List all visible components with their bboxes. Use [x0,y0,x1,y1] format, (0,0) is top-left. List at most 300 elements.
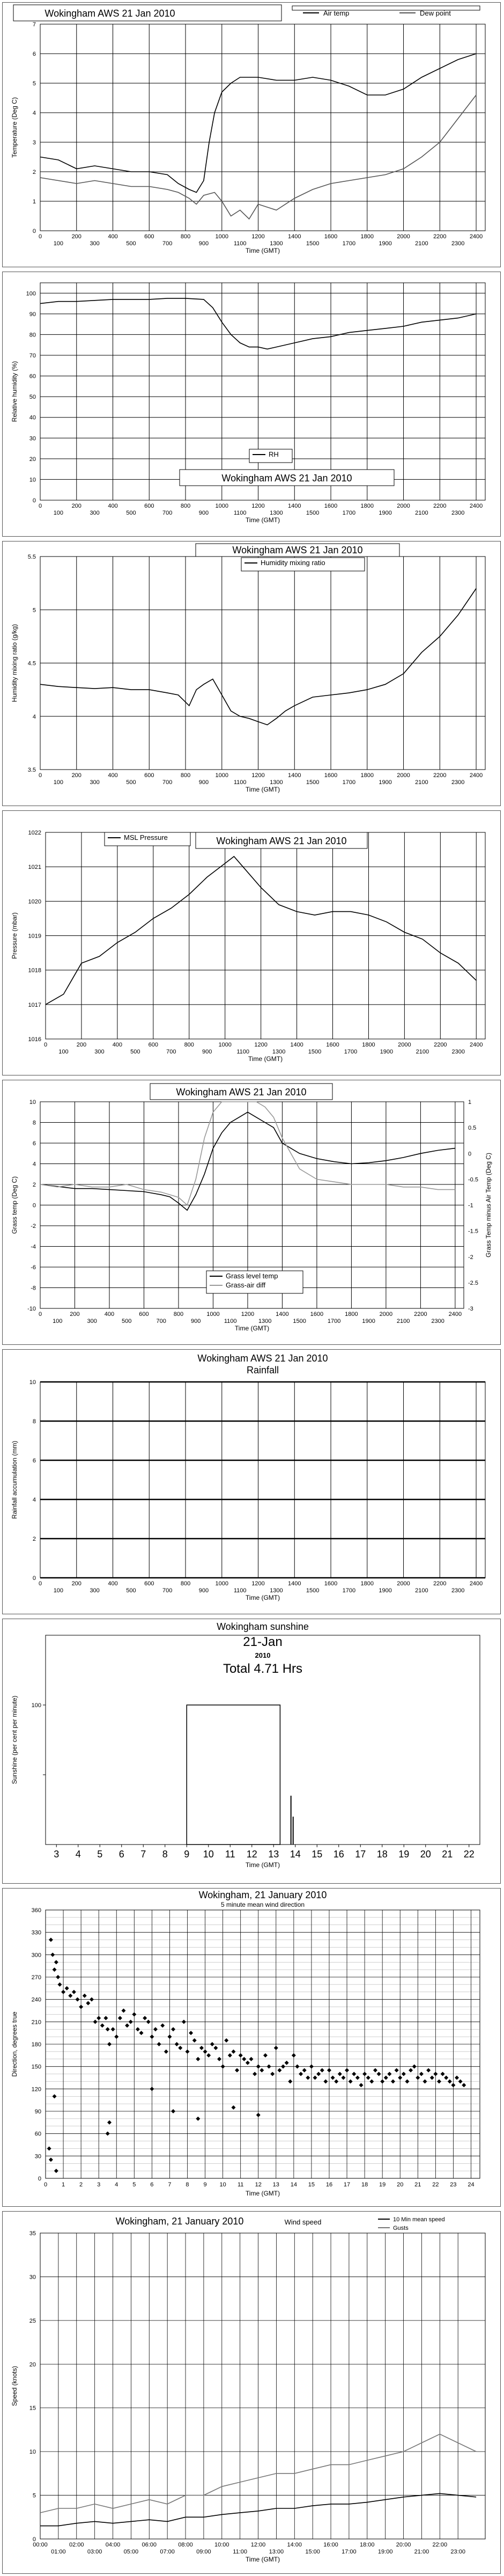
x-tick-label: 1700 [327,1318,341,1324]
x-tick-label: 19 [379,2182,386,2188]
x-tick-label: 15:00 [305,2549,320,2555]
x-tick-label: 23 [450,2182,457,2188]
x-tick-label: 1200 [251,1580,265,1587]
x-tick-label: 20:00 [396,2542,411,2548]
y2-tick-label: 0.5 [468,1125,477,1132]
x-tick-label: 1200 [254,1042,268,1048]
x-tick-label: 1700 [342,779,356,786]
y-tick-label: -6 [31,1264,36,1271]
pressure-chart-panel [2,810,501,1075]
x-tick-label: 500 [126,779,136,786]
wind-direction-chart-panel [2,1888,501,2207]
sunshine-bar [187,1705,280,1845]
x-tick-label: 08:00 [178,2542,193,2548]
chart-title: Wokingham, 21 January 2010 [115,2216,244,2227]
x-tick-label: 1600 [324,233,338,240]
y-tick-label: 0 [38,2176,41,2182]
x-tick-label: 11 [225,1849,235,1860]
y-tick-label: 25 [29,2317,36,2324]
x-tick-label: 2200 [414,1311,427,1318]
x-tick-label: 1900 [362,1318,375,1324]
humidity-chart-panel [2,272,501,537]
x-tick-label: 1600 [326,1042,339,1048]
y-axis-label: Pressure (mbar) [11,912,18,959]
x-tick-label: 900 [198,240,209,247]
x-tick-label: 500 [126,510,136,516]
x-tick-label: 17:00 [342,2549,357,2555]
x-tick-label: 1700 [344,1049,358,1055]
x-tick-label: 19 [398,1849,410,1860]
x-tick-label: 16:00 [323,2542,338,2548]
y-tick-label: 7 [32,21,36,28]
y-axis-label: Relative humidity (%) [11,361,18,422]
x-tick-label: 2000 [397,772,410,779]
x-tick-label: 2200 [433,503,447,509]
x-tick-label: 0 [38,1311,42,1318]
y-tick-label: 360 [31,1907,41,1914]
x-tick-label: 7 [168,2182,172,2188]
x-tick-label: 1300 [258,1318,272,1324]
x-tick-label: 1400 [288,233,301,240]
x-tick-label: 04:00 [105,2542,121,2548]
y-tick-label: 5.5 [27,554,36,560]
y-tick-label: 3.5 [27,767,36,773]
x-tick-label: 900 [202,1049,212,1055]
x-tick-label: 700 [162,1587,173,1594]
x-axis-label: Time (GMT) [245,1594,280,1601]
y-tick-label: 6 [32,1140,36,1147]
y2-tick-label: -2 [468,1254,473,1261]
x-axis-label: Time (GMT) [245,1861,280,1869]
x-tick-label: 2200 [433,1580,447,1587]
x-tick-label: 20 [420,1849,431,1860]
x-tick-label: 1000 [215,772,229,779]
y-tick-label: 4 [32,1497,36,1503]
x-tick-label: 18 [361,2182,368,2188]
y-axis-label: Direction, degrees true [11,2011,18,2077]
y-tick-label: 30 [29,2274,36,2281]
x-tick-label: 8 [162,1849,168,1860]
chart-title: Wokingham AWS 21 Jan 2010 [197,1353,328,1364]
x-tick-label: 10:00 [214,2542,229,2548]
y2-tick-label: -2.5 [468,1279,478,1286]
y2-tick-label: 0 [468,1151,472,1158]
y-tick-label: 6 [32,51,36,57]
x-tick-label: 2300 [451,1049,465,1055]
y-tick-label: 0 [32,1202,36,1209]
x-tick-label: 1700 [342,1587,356,1594]
x-tick-label: 2100 [415,240,428,247]
x-tick-label: 1200 [241,1311,255,1318]
x-tick-label: 800 [173,1311,184,1318]
y-tick-label: 2 [32,1182,36,1188]
x-tick-label: 1000 [215,503,229,509]
y2-tick-label: 1 [468,1099,472,1106]
x-tick-label: 1600 [324,772,338,779]
x-tick-label: 800 [180,503,191,509]
chart-title: Wokingham AWS 21 Jan 2010 [45,8,175,19]
x-tick-label: 900 [191,1318,201,1324]
y-tick-label: 4 [32,1161,36,1168]
x-tick-label: 2300 [451,240,465,247]
x-tick-label: 3 [54,1849,60,1860]
x-tick-label: 24 [468,2182,475,2188]
legend-box [292,6,480,10]
y-tick-label: 120 [31,2086,41,2093]
x-tick-label: 800 [180,233,191,240]
y-tick-label: -10 [27,1306,36,1312]
y-tick-label: 300 [31,1952,41,1959]
y-tick-label: 1018 [28,967,41,974]
sunshine-chart [3,1619,500,1883]
x-tick-label: 1500 [293,1318,306,1324]
chart-title: Wokingham, 21 January 2010 [198,1890,327,1900]
x-tick-label: 100 [58,1049,69,1055]
mixing-ratio-chart [3,541,500,806]
y-tick-label: 0 [32,497,36,504]
x-tick-label: 400 [108,233,118,240]
y-tick-label: 90 [34,2109,41,2115]
x-tick-label: 19:00 [377,2549,393,2555]
legend-label: Dew point [420,9,451,17]
chart-title: Wokingham AWS 21 Jan 2010 [232,545,363,555]
rainfall-chart-panel [2,1349,501,1614]
y-tick-label: 30 [29,435,36,442]
x-tick-label: 2300 [451,779,465,786]
x-tick-label: 1000 [218,1042,232,1048]
grass-temp-chart-panel [2,1080,501,1345]
x-tick-label: 1400 [290,1042,303,1048]
y-tick-label: 1022 [28,830,41,836]
x-tick-label: 23:00 [450,2549,465,2555]
x-tick-label: 1100 [233,510,247,516]
y-axis-label: Humidity mixing ratio (g/kg) [11,624,18,702]
y-tick-label: 1017 [28,1001,41,1008]
x-tick-label: 12 [246,1849,257,1860]
x-tick-label: 1700 [342,240,356,247]
y-tick-label: 1 [32,199,36,205]
x-tick-label: 400 [108,772,118,779]
x-tick-label: 800 [184,1042,194,1048]
x-tick-label: 12 [255,2182,262,2188]
x-tick-label: 200 [71,503,81,509]
x-tick-label: 05:00 [123,2549,139,2555]
x-tick-label: 09:00 [196,2549,211,2555]
x-tick-label: 900 [198,1587,209,1594]
chart-title: Wokingham sunshine [217,1621,309,1632]
x-tick-label: 02:00 [69,2542,84,2548]
y-tick-label: 4 [32,110,36,116]
x-tick-label: 0 [38,233,42,240]
x-tick-label: 1200 [251,233,265,240]
y-tick-label: 80 [29,332,36,339]
x-tick-label: 0 [43,1042,48,1048]
x-tick-label: 800 [180,1580,191,1587]
y-tick-label: 180 [31,2041,41,2048]
y-tick-label: 5 [32,80,36,87]
x-tick-label: 2400 [470,1042,483,1048]
x-tick-label: 22 [432,2182,439,2188]
x-tick-label: 500 [126,240,136,247]
x-tick-label: 2000 [397,1580,410,1587]
x-axis-label: Time (GMT) [245,247,280,254]
x-axis-label: Time (GMT) [245,2190,280,2197]
y-tick-label: 100 [26,290,36,297]
wind-speed-chart [3,2212,500,2573]
x-tick-label: 1000 [215,233,229,240]
x-tick-label: 100 [53,1587,64,1594]
x-tick-label: 2400 [448,1311,462,1318]
x-axis-label: Time (GMT) [234,1324,270,1332]
y-tick-label: 1020 [28,898,41,905]
x-tick-label: 21:00 [414,2549,429,2555]
x-tick-label: 2400 [469,772,483,779]
x-tick-label: 1900 [379,240,392,247]
y-tick-label: 330 [31,1929,41,1936]
x-tick-label: 7 [140,1849,146,1860]
x-tick-label: 1500 [308,1049,322,1055]
x-tick-label: 17 [355,1849,366,1860]
x-tick-label: 1600 [324,1580,338,1587]
x-tick-label: 14 [290,2182,297,2188]
x-tick-label: 1100 [233,240,247,247]
y-axis-label: Speed (knots) [11,2366,18,2406]
y-tick-label: 60 [29,373,36,380]
x-tick-label: 2300 [431,1318,444,1324]
legend-label: Grass level temp [226,1272,278,1280]
x-tick-label: 300 [90,779,100,786]
plot-area [40,1382,485,1578]
x-tick-label: 500 [130,1049,140,1055]
chart-subtitle: Rainfall [246,1365,279,1375]
x-tick-label: 0 [38,503,42,509]
x-tick-label: 1900 [379,779,392,786]
x-tick-label: 22 [463,1849,475,1860]
y-tick-label: 0 [32,2536,36,2543]
y-tick-label: 15 [29,2405,36,2412]
x-tick-label: 3 [97,2182,101,2188]
temperature-chart-panel [2,2,501,267]
legend-label: Humidity mixing ratio [261,559,325,567]
x-tick-label: 10 [203,1849,214,1860]
x-tick-label: 400 [104,1311,115,1318]
wind-speed-chart-panel [2,2211,501,2574]
x-tick-label: 400 [108,503,118,509]
chart-title: Wokingham AWS 21 Jan 2010 [216,836,347,846]
x-tick-label: 700 [162,779,173,786]
x-tick-label: 1000 [206,1311,220,1318]
x-tick-label: 0 [38,772,42,779]
x-tick-label: 1100 [236,1049,249,1055]
chart-year: 2010 [255,1651,271,1659]
y-tick-label: -8 [31,1285,36,1292]
y-tick-label: 5 [32,607,36,614]
plot-area [40,2233,485,2539]
grass-temp-chart [3,1080,500,1344]
x-tick-label: 2100 [415,779,428,786]
x-tick-label: 300 [90,240,100,247]
x-tick-label: 1400 [288,1580,301,1587]
x-tick-label: 1300 [270,240,283,247]
x-tick-label: 2100 [415,510,428,516]
x-tick-label: 16 [333,1849,344,1860]
plot-area [40,24,485,231]
x-axis-label: Time (GMT) [245,2556,280,2563]
x-tick-label: 1 [61,2182,65,2188]
x-tick-label: 18 [376,1849,388,1860]
x-tick-label: 1600 [324,503,338,509]
x-axis-label: Time (GMT) [248,1055,283,1063]
x-tick-label: 15 [308,2182,315,2188]
x-tick-label: 100 [53,510,64,516]
y-tick-label: 20 [29,456,36,463]
x-tick-label: 1300 [270,510,283,516]
y2-tick-label: -1.5 [468,1228,478,1235]
x-tick-label: 10 [219,2182,226,2188]
x-tick-label: 13:00 [269,2549,284,2555]
y-tick-label: 0 [32,1575,36,1582]
y-tick-label: 240 [31,1996,41,2003]
y-tick-label: 5 [32,2492,36,2499]
x-tick-label: 1200 [251,772,265,779]
y-tick-label: 100 [31,1702,41,1709]
chart-title: Wokingham AWS 21 Jan 2010 [176,1087,307,1097]
x-tick-label: 600 [144,772,154,779]
x-tick-label: 2100 [416,1049,429,1055]
x-tick-label: 11 [237,2182,244,2188]
y-tick-label: 150 [31,2063,41,2070]
x-tick-label: 200 [70,1311,80,1318]
y2-tick-label: -3 [468,1306,473,1312]
x-tick-label: 1300 [270,779,283,786]
x-tick-label: 300 [87,1318,97,1324]
x-tick-label: 0 [38,1580,42,1587]
x-tick-label: 2200 [433,233,447,240]
x-tick-label: 2300 [451,510,465,516]
legend-label: 10 Min mean speed [393,2216,445,2223]
y2-axis-label: Grass Temp minus Air Temp (Deg C) [485,1153,492,1257]
y-tick-label: 90 [29,311,36,318]
x-tick-label: 1500 [306,779,320,786]
x-tick-label: 500 [126,1587,136,1594]
x-tick-label: 2000 [379,1311,393,1318]
x-tick-label: 400 [112,1042,123,1048]
legend-label: MSL Pressure [124,833,168,841]
y-axis-label: Rainfall accumulation (mm) [11,1440,18,1519]
y-tick-label: 40 [29,414,36,421]
x-tick-label: 2300 [451,1587,465,1594]
x-tick-label: 2200 [434,1042,447,1048]
x-tick-label: 2100 [415,1587,428,1594]
y-axis-label: Sunshine (per cent per minute) [11,1695,18,1784]
y-tick-label: 1016 [28,1036,41,1043]
y-tick-label: 10 [29,1379,36,1386]
x-tick-label: 1100 [233,1587,247,1594]
x-tick-label: 100 [53,779,64,786]
x-tick-label: 200 [71,1580,81,1587]
x-tick-label: 4 [75,1849,81,1860]
wind-direction-chart [3,1889,500,2206]
y-tick-label: 3 [32,140,36,146]
y-tick-label: 6 [32,1458,36,1464]
x-tick-label: 900 [198,510,209,516]
x-tick-label: 1500 [306,510,320,516]
x-tick-label: 1800 [360,1580,374,1587]
mixing-ratio-chart-panel [2,541,501,806]
x-tick-label: 12:00 [250,2542,266,2548]
x-tick-label: 07:00 [160,2549,175,2555]
x-tick-label: 14:00 [287,2542,302,2548]
y-tick-label: 8 [32,1119,36,1126]
x-tick-label: 9 [184,1849,190,1860]
x-tick-label: 600 [148,1042,158,1048]
x-tick-label: 21 [414,2182,421,2188]
x-tick-label: 700 [156,1318,166,1324]
y2-tick-label: -1 [468,1202,473,1209]
x-tick-label: 1400 [288,772,301,779]
x-tick-label: 0 [43,2182,48,2188]
x-tick-label: 1000 [215,1580,229,1587]
x-tick-label: 1500 [306,240,320,247]
temperature-chart [3,3,500,267]
x-tick-label: 1700 [342,510,356,516]
x-tick-label: 1900 [379,1587,392,1594]
y-tick-label: 270 [31,1974,41,1981]
x-axis-label: Time (GMT) [245,786,280,793]
x-tick-label: 2100 [396,1318,410,1324]
y-tick-label: 35 [29,2230,36,2237]
y-tick-label: 70 [29,353,36,359]
x-tick-label: 06:00 [142,2542,157,2548]
x-tick-label: 2000 [397,233,410,240]
x-tick-label: 1800 [345,1311,358,1318]
x-tick-label: 700 [166,1049,176,1055]
x-tick-label: 17 [343,2182,351,2188]
y2-tick-label: -0.5 [468,1176,478,1183]
x-tick-label: 2400 [469,1580,483,1587]
x-tick-label: 1800 [360,503,374,509]
x-tick-label: 1300 [270,1587,283,1594]
x-tick-label: 1800 [360,233,374,240]
x-tick-label: 800 [180,772,191,779]
x-tick-label: 6 [150,2182,154,2188]
x-tick-label: 200 [71,233,81,240]
humidity-chart [3,272,500,536]
x-tick-label: 1900 [380,1049,394,1055]
y-tick-label: -2 [31,1223,36,1230]
y-tick-label: 10 [29,1099,36,1106]
x-tick-label: 2 [79,2182,83,2188]
x-tick-label: 20 [397,2182,404,2188]
x-tick-label: 500 [122,1318,132,1324]
x-tick-label: 300 [94,1049,105,1055]
x-tick-label: 13 [268,1849,279,1860]
legend-label: Gusts [393,2225,409,2231]
x-tick-label: 5 [132,2182,136,2188]
x-tick-label: 300 [90,510,100,516]
x-tick-label: 6 [118,1849,124,1860]
chart-title: Wokingham AWS 21 Jan 2010 [221,473,352,484]
x-tick-label: 8 [186,2182,189,2188]
x-tick-label: 700 [162,510,173,516]
y-tick-label: 1019 [28,933,41,940]
x-tick-label: 03:00 [87,2549,102,2555]
x-tick-label: 200 [76,1042,87,1048]
y-axis-label: Grass temp (Deg C) [11,1176,18,1234]
x-tick-label: 18:00 [360,2542,375,2548]
x-tick-label: 2000 [397,503,410,509]
x-tick-label: 13 [272,2182,279,2188]
